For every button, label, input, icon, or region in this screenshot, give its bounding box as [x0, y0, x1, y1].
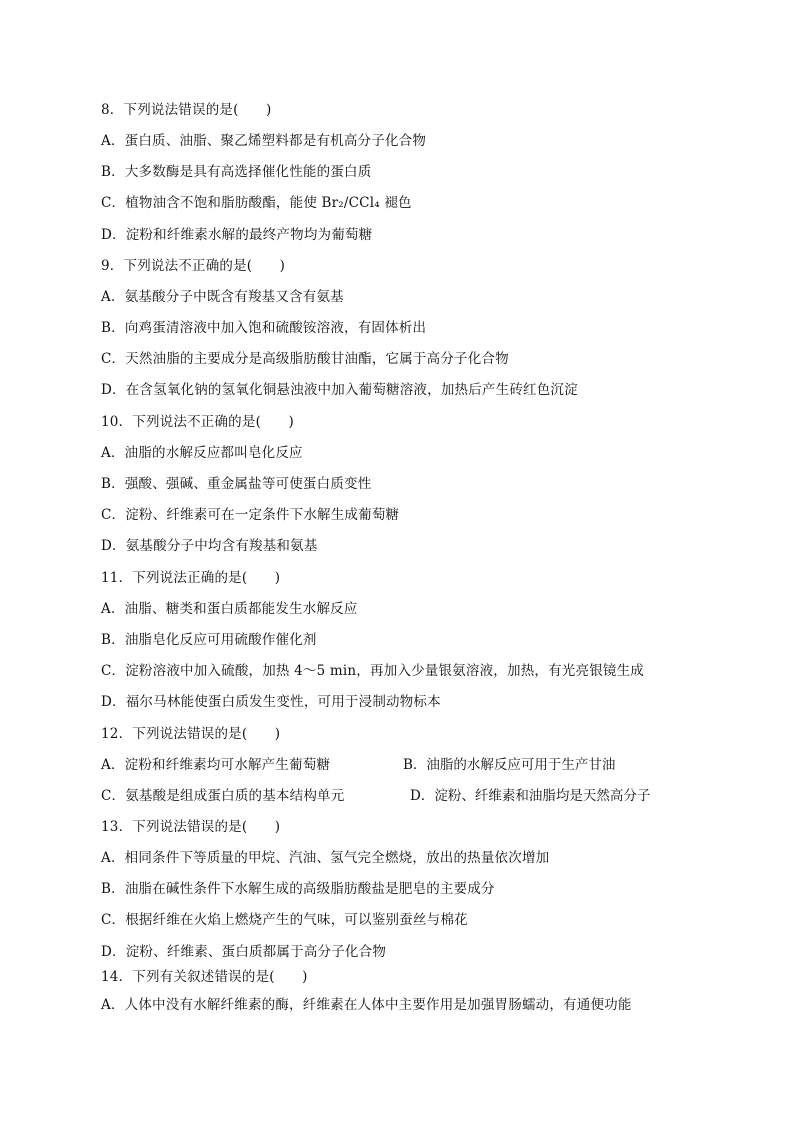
question-13-option-c: C．根据纤维在火焰上燃烧产生的气味，可以鉴别蚕丝与棉花 [101, 912, 468, 928]
question-8-option-d: D．淀粉和纤维素水解的最终产物均为葡萄糖 [101, 227, 373, 243]
question-13-option-b: B．油脂在碱性条件下水解生成的高级脂肪酸盐是肥皂的主要成分 [101, 881, 495, 897]
question-11-option-c: C．淀粉溶液中加入硫酸，加热 4～5 min，再加入少量银氨溶液，加热，有光亮银镜生成 [101, 663, 645, 679]
question-12-option-c: C．氨基酸是组成蛋白质的基本结构单元 [101, 788, 345, 804]
question-13-stem: 13．下列说法错误的是( ) [101, 819, 281, 835]
question-9-option-a: A．氨基酸分子中既含有羧基又含有氨基 [101, 289, 344, 305]
question-9-stem: 9．下列说法不正确的是( ) [101, 258, 286, 274]
question-14-option-a: A．人体中没有水解纤维素的酶，纤维素在人体中主要作用是加强胃肠蠕动，有通便功能 [101, 997, 632, 1013]
question-8-option-a: A．蛋白质、油脂、聚乙烯塑料都是有机高分子化合物 [101, 133, 427, 149]
question-12-stem: 12．下列说法错误的是( ) [101, 726, 281, 742]
question-9-option-c: C．天然油脂的主要成分是高级脂肪酸甘油酯，它属于高分子化合物 [101, 351, 509, 367]
question-13-option-a: A．相同条件下等质量的甲烷、汽油、氢气完全燃烧，放出的热量依次增加 [101, 850, 550, 866]
question-10-option-d: D．氨基酸分子中均含有羧基和氨基 [101, 538, 318, 554]
question-9-option-d: D．在含氢氧化钠的氢氧化铜悬浊液中加入葡萄糖溶液，加热后产生砖红色沉淀 [101, 382, 578, 398]
question-8-option-b: B．大多数酶是具有高选择催化性能的蛋白质 [101, 164, 372, 180]
question-8-option-c: C．植物油含不饱和脂肪酸酯，能使 Br₂/CCl₄ 褪色 [101, 195, 412, 211]
question-8-stem: 8．下列说法错误的是( ) [101, 102, 272, 118]
question-10-option-c: C．淀粉、纤维素可在一定条件下水解生成葡萄糖 [101, 507, 400, 523]
question-10-stem: 10．下列说法不正确的是( ) [101, 414, 294, 430]
question-11-option-d: D．福尔马林能使蛋白质发生变性，可用于浸制动物标本 [101, 694, 441, 710]
question-11-stem: 11．下列说法正确的是( ) [101, 570, 281, 586]
question-11-option-b: B．油脂皂化反应可用硫酸作催化剂 [101, 632, 317, 648]
question-9-option-b: B．向鸡蛋清溶液中加入饱和硫酸铵溶液，有固体析出 [101, 320, 427, 336]
question-12-option-d: D．淀粉、纤维素和油脂均是天然高分子 [410, 788, 651, 804]
question-13-option-d: D．淀粉、纤维素、蛋白质都属于高分子化合物 [101, 944, 387, 960]
question-12-option-a: A．淀粉和纤维素均可水解产生葡萄糖 [101, 757, 331, 773]
question-12-option-b: B．油脂的水解反应可用于生产甘油 [403, 757, 616, 773]
question-11-option-a: A．油脂、糖类和蛋白质都能发生水解反应 [101, 601, 358, 617]
question-14-stem: 14．下列有关叙述错误的是( ) [101, 969, 308, 985]
question-10-option-b: B．强酸、强碱、重金属盐等可使蛋白质变性 [101, 476, 372, 492]
question-10-option-a: A．油脂的水解反应都叫皂化反应 [101, 445, 303, 461]
